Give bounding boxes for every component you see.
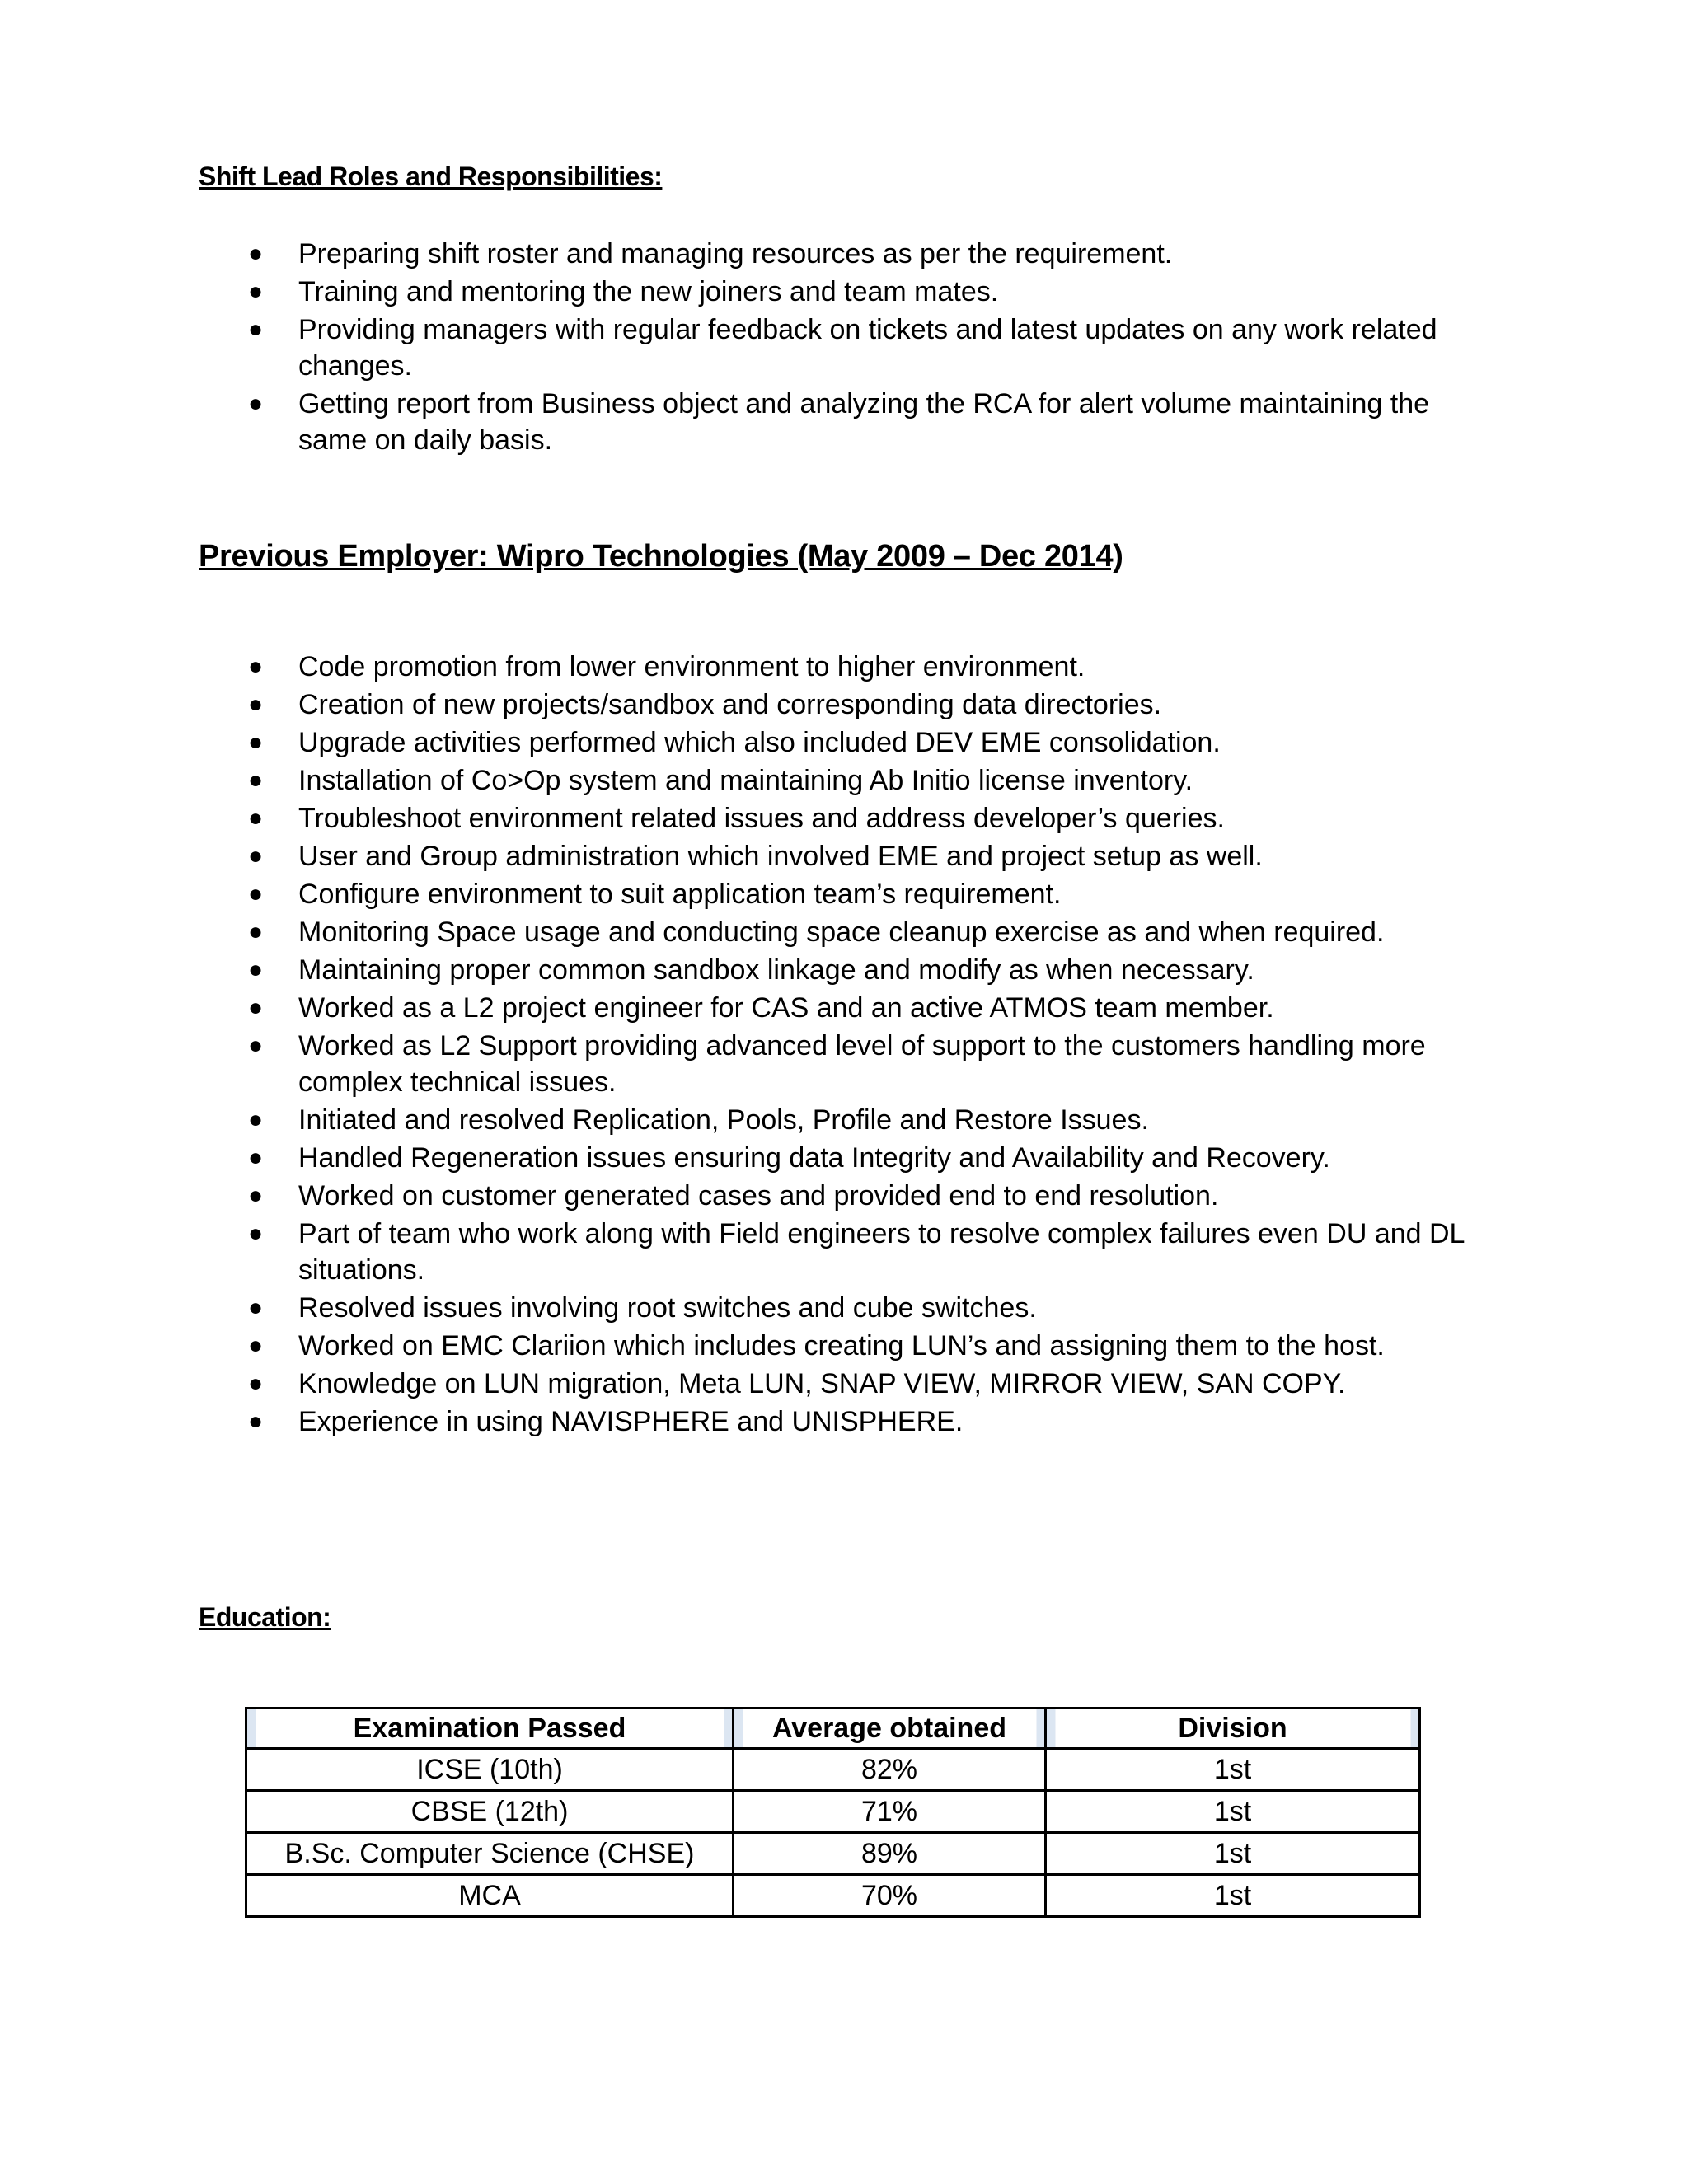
table-cell: 71% <box>734 1791 1046 1833</box>
bullet-icon: ● <box>248 316 264 343</box>
bullet-icon: ● <box>248 278 264 305</box>
bullet-icon: ● <box>248 691 264 718</box>
table-cell: 1st <box>1046 1749 1420 1791</box>
bullet-icon: ● <box>248 1294 264 1321</box>
list-item: ● Code promotion from lower environment to higher environment. <box>0 649 1688 685</box>
bullet-icon: ● <box>248 880 264 907</box>
list-item: ● Worked on customer generated cases and provided end to end resolution. <box>0 1178 1688 1214</box>
bullet-icon: ● <box>248 918 264 945</box>
list-item: ● Configure environment to suit application team’s requirement. <box>0 876 1688 912</box>
list-item: ● Upgrade activities performed which also included DEV EME consolidation. <box>0 724 1688 761</box>
table-row <box>246 1875 1420 1917</box>
table-cell: ICSE (10th) <box>246 1749 734 1791</box>
education-table <box>245 1707 1421 1918</box>
list-item: ● Monitoring Space usage and conducting space cleanup exercise as and when required. <box>0 914 1688 950</box>
previous-employer-list <box>0 649 1688 1441</box>
list-item: ● Training and mentoring the new joiners and team mates. <box>0 274 1688 310</box>
table-cell: 89% <box>734 1833 1046 1875</box>
bullet-icon: ● <box>248 240 264 267</box>
table-cell: B.Sc. Computer Science (CHSE) <box>246 1833 734 1875</box>
bullet-icon: ● <box>248 994 264 1021</box>
table-cell: 1st <box>1046 1791 1420 1833</box>
bullet-icon: ● <box>248 1032 264 1059</box>
column-header: Division <box>1046 1708 1420 1749</box>
table-cell: MCA <box>246 1875 734 1917</box>
table-cell: 1st <box>1046 1875 1420 1917</box>
bullet-icon: ● <box>248 1332 264 1359</box>
bullet-icon: ● <box>248 729 264 756</box>
list-item: ● Initiated and resolved Replication, Pools, Profile and Restore Issues. <box>0 1102 1688 1138</box>
bullet-icon: ● <box>248 804 264 832</box>
list-item: ● Resolved issues involving root switches and cube switches. <box>0 1290 1688 1326</box>
table-cell: CBSE (12th) <box>246 1791 734 1833</box>
bullet-icon: ● <box>248 1182 264 1209</box>
table-row <box>246 1791 1420 1833</box>
bullet-icon: ● <box>248 1144 264 1171</box>
list-item: ● Worked on EMC Clariion which includes creating LUN’s and assigning them to the host. <box>0 1328 1688 1364</box>
table-row <box>246 1749 1420 1791</box>
list-item: ● Part of team who work along with Field engineers to resolve complex failures even DU and DL situations. <box>0 1216 1688 1288</box>
list-item: ● User and Group administration which involved EME and project setup as well. <box>0 838 1688 874</box>
column-header: Examination Passed <box>246 1708 734 1749</box>
list-item: ● Experience in using NAVISPHERE and UNISPHERE. <box>0 1404 1688 1440</box>
list-item: ● Creation of new projects/sandbox and corresponding data directories. <box>0 687 1688 723</box>
list-item: ● Knowledge on LUN migration, Meta LUN, SNAP VIEW, MIRROR VIEW, SAN COPY. <box>0 1366 1688 1402</box>
bullet-icon: ● <box>248 390 264 417</box>
list-item: ● Worked as a L2 project engineer for CAS and an active ATMOS team member. <box>0 990 1688 1026</box>
shift-lead-heading: Shift Lead Roles and Responsibilities: <box>199 162 663 191</box>
column-header: Average obtained <box>734 1708 1046 1749</box>
list-item: ● Maintaining proper common sandbox linkage and modify as when necessary. <box>0 952 1688 988</box>
list-item: ● Preparing shift roster and managing resources as per the requirement. <box>0 236 1688 272</box>
bullet-icon: ● <box>248 956 264 983</box>
table-cell: 70% <box>734 1875 1046 1917</box>
previous-employer-heading: Previous Employer: Wipro Technologies (May 2009 – Dec 2014) <box>199 539 1123 574</box>
list-item: ● Handled Regeneration issues ensuring data Integrity and Availability and Recovery. <box>0 1140 1688 1176</box>
list-item: ● Installation of Co>Op system and maintaining Ab Initio license inventory. <box>0 762 1688 799</box>
table-row <box>246 1833 1420 1875</box>
shift-lead-list <box>0 236 1688 460</box>
bullet-icon: ● <box>248 842 264 869</box>
bullet-icon: ● <box>248 766 264 794</box>
bullet-icon: ● <box>248 1220 264 1247</box>
table-cell: 82% <box>734 1749 1046 1791</box>
list-item: ● Worked as L2 Support providing advanced level of support to the customers handling more complex technical issues. <box>0 1028 1688 1100</box>
bullet-icon: ● <box>248 1408 264 1435</box>
list-item: ● Troubleshoot environment related issues and address developer’s queries. <box>0 800 1688 837</box>
bullet-icon: ● <box>248 1370 264 1397</box>
list-item: ● Providing managers with regular feedback on tickets and latest updates on any work related changes. <box>0 312 1688 384</box>
table-cell: 1st <box>1046 1833 1420 1875</box>
education-heading: Education: <box>199 1602 331 1632</box>
bullet-icon: ● <box>248 653 264 680</box>
list-item: ● Getting report from Business object and analyzing the RCA for alert volume maintaining the same on daily basis. <box>0 386 1688 458</box>
table-header-row <box>246 1708 1420 1749</box>
bullet-icon: ● <box>248 1106 264 1133</box>
